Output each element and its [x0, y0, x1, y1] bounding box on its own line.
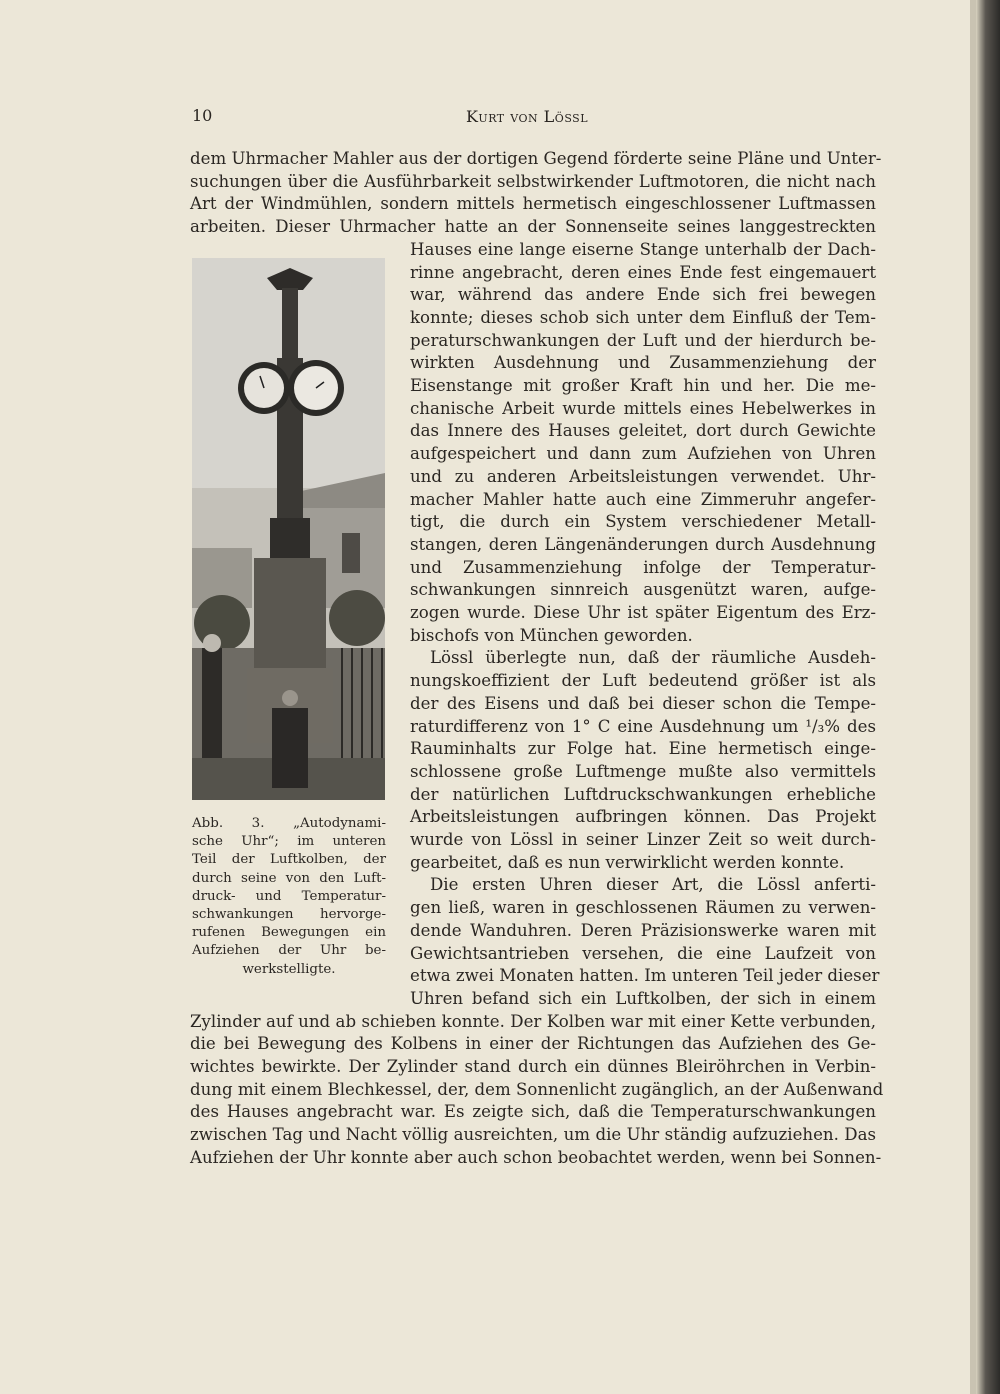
text-line: Eisenstange mit großer Kraft hin und her. Die me-	[410, 376, 876, 395]
running-title: Kurt von Lössl	[465, 107, 589, 126]
caption-line: Aufziehen der Uhr be-	[192, 943, 386, 959]
caption-line: druck- und Temperatur-	[192, 888, 386, 904]
caption-line: sche Uhr“; im unteren	[192, 834, 386, 850]
text-line: zogen wurde. Diese Uhr ist später Eigentum des Erz-	[410, 603, 876, 622]
text-line: suchungen über die Ausführbarkeit selbstwirkender Luftmotoren, die nicht nach	[190, 171, 876, 191]
text-line: rinne angebracht, deren eines Ende fest eingemauert	[410, 262, 876, 282]
text-line: gen ließ, waren in geschlossenen Räumen zu verwen-	[410, 898, 876, 918]
text-line: wurde von Lössl in seiner Linzer Zeit so weit durch-	[410, 830, 876, 849]
text-line: dem Uhrmacher Mahler aus der dortigen Gegend förderte seine Pläne und Unter-	[190, 149, 882, 168]
text-line: nungskoeffizient der Luft bedeutend größer ist als	[410, 671, 876, 691]
text-line: raturdifferenz von 1° C eine Ausdehnung um ¹/₃% des	[410, 716, 876, 736]
text-line: peraturschwankungen der Luft und der hierdurch be-	[410, 330, 876, 350]
text-line: und zu anderen Arbeitsleistungen verwendet. Uhr-	[410, 466, 876, 486]
text-line: war, während das andere Ende sich frei bewegen	[410, 285, 876, 305]
clock-photograph	[192, 258, 385, 800]
text-line: konnte; dieses schob sich unter dem Einfluß der Tem-	[410, 307, 876, 327]
text-line: zwischen Tag und Nacht völlig ausreichten, um die Uhr ständig aufzuziehen. Das	[190, 1125, 876, 1145]
text-line: Lössl überlegte nun, daß der räumliche Ausdeh-	[430, 648, 876, 668]
caption-line: Teil der Luftkolben, der	[192, 852, 386, 868]
text-line: Art der Windmühlen, sondern mittels hermetisch eingeschlossener Luftmassen	[190, 194, 876, 214]
text-line: der des Eisens und daß bei dieser schon die Tempe-	[410, 693, 876, 713]
text-line: Rauminhalts zur Folge hat. Eine hermetisch einge-	[410, 739, 876, 759]
book-edge	[976, 0, 1000, 1394]
text-line: Arbeitsleistungen aufbringen können. Das Projekt	[410, 807, 876, 827]
text-line: macher Mahler hatte auch eine Zimmeruhr angefer-	[410, 489, 876, 509]
text-line: gearbeitet, daß es nun verwirklicht werden konnte.	[410, 852, 845, 872]
caption-line: durch seine von den Luft-	[192, 870, 386, 886]
caption-line: schwankungen hervorge-	[192, 907, 386, 922]
page-number: 10	[192, 106, 213, 125]
caption-line: rufenen Bewegungen ein	[192, 925, 386, 941]
text-line: chanische Arbeit wurde mittels eines Hebelwerkes in	[410, 398, 876, 418]
text-line: dende Wanduhren. Deren Präzisionswerke waren mit	[410, 920, 876, 940]
text-line: wichtes bewirkte. Der Zylinder stand durch ein dünnes Bleiröhrchen in Verbin-	[190, 1057, 876, 1076]
text-line: aufgespeichert und dann zum Aufziehen von Uhren	[410, 444, 876, 464]
text-line: wirkten Ausdehnung und Zusammenziehung der	[410, 353, 876, 373]
text-line: Gewichtsantrieben versehen, die eine Laufzeit von	[410, 943, 876, 963]
text-line: des Hauses angebracht war. Es zeigte sich, daß die Temperaturschwankungen	[190, 1102, 876, 1122]
text-line: tigt, die durch ein System verschiedener Metall-	[410, 512, 876, 532]
text-line: Zylinder auf und ab schieben konnte. Der Kolben war mit einer Kette verbunden,	[190, 1011, 876, 1031]
text-line: etwa zwei Monaten hatten. Im unteren Teil jeder dieser	[410, 966, 880, 986]
text-line: schlossene große Luftmenge mußte also vermittels	[410, 761, 876, 781]
text-line: schwankungen sinnreich ausgenützt waren, aufge-	[410, 580, 876, 600]
text-line: bischofs von München geworden.	[410, 625, 693, 645]
caption-line: Abb. 3. „Autodynami-	[192, 816, 386, 831]
text-line: der natürlichen Luftdruckschwankungen erhebliche	[410, 784, 876, 804]
text-line: dung mit einem Blechkessel, der, dem Sonnenlicht zugänglich, an der Außenwand	[190, 1079, 884, 1099]
text-line: die bei Bewegung des Kolbens in einer der Richtungen das Aufziehen des Ge-	[190, 1034, 876, 1054]
text-line: arbeiten. Dieser Uhrmacher hatte an der Sonnenseite seines langgestreckten	[190, 217, 876, 237]
text-line: Hauses eine lange eiserne Stange unterhalb der Dach-	[410, 239, 876, 259]
caption-line: werkstelligte.	[242, 961, 336, 977]
text-line: Die ersten Uhren dieser Art, die Lössl anferti-	[430, 875, 876, 895]
text-line: das Innere des Hauses geleitet, dort durch Gewichte	[410, 421, 876, 441]
text-line: und Zusammenziehung infolge der Temperatur-	[410, 557, 876, 577]
text-line: Uhren befand sich ein Luftkolben, der sich in einem	[410, 988, 876, 1008]
text-line: stangen, deren Längenänderungen durch Ausdehnung	[410, 534, 876, 554]
text-line: Aufziehen der Uhr konnte aber auch schon beobachtet werden, wenn bei Sonnen-	[190, 1147, 882, 1167]
